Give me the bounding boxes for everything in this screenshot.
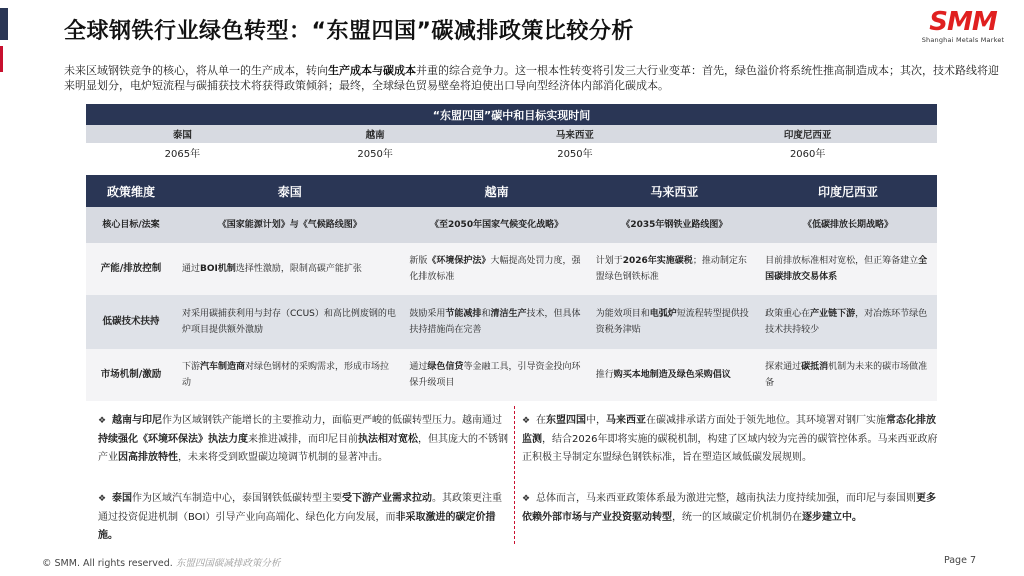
cell-tech-vietnam: 鼓励采用节能减排和清洁生产技术，但具体扶持措施尚在完善: [403, 295, 589, 349]
diamond-bullet-icon: ❖: [522, 494, 531, 504]
cell-capacity-indonesia: 目前排放标准相对宽松，但正筹备建立全国碳排放交易体系: [759, 243, 937, 295]
cell-core-indonesia: 《低碳排放长期战略》: [759, 207, 937, 243]
page-title: 全球钢铁行业绿色转型：“东盟四国”碳减排政策比较分析: [64, 19, 634, 44]
policy-comparison-table: [86, 175, 937, 401]
table-row: [86, 295, 937, 349]
footer-subtitle: 东盟四国碳减排政策分析: [175, 558, 281, 569]
title-accent-bar: [0, 8, 8, 40]
bullet-right-1: ❖ 在东盟四国中，马来西亚在碳减排承诺方面处于领先地位。其环境署对钢厂实施常态化排放监测，结合2026年即将实施的碳税机制，构建了区域内较为完善的碳管控体系。马来西亚政府正积极主导制定东盟绿色钢铁标准，旨在塑造区域低碳发展规则。: [522, 412, 940, 468]
target-year-malaysia: 2050年: [472, 143, 679, 162]
cell-core-vietnam: 《至2050年国家气候变化战略》: [403, 207, 589, 243]
row-label-market: 市场机制/激励: [86, 349, 176, 401]
intro-text-2: 并重的综合竞争力。这一根本性转变将引发三大行业变革：首先，绿色溢价将系统性推高制造成本；其次，技术路线将迎来明显划分，电炉短流程与碳捕获技术将获得政策倾斜；最终，全球绿色贸易壁垒将迫使出口导向型经济体内部消化碳成本。: [64, 64, 999, 92]
cell-tech-malaysia: 为能效项目和电弧炉短流程转型提供投资税务津贴: [590, 295, 759, 349]
cell-tech-indonesia: 政策重心在产业链下游，对冶炼环节绿色技术扶持较少: [759, 295, 937, 349]
target-country-vietnam: 越南: [279, 125, 472, 143]
intro-bold-1: 生产成本与碳成本: [328, 64, 416, 77]
col-header-indonesia: 印度尼西亚: [759, 175, 937, 207]
target-table-title: “东盟四国”碳中和目标实现时间: [86, 104, 937, 125]
intro-paragraph: [64, 63, 1008, 93]
row-label-core-goal: 核心目标/法案: [86, 207, 176, 243]
page-number: Page 7: [943, 555, 976, 566]
diamond-bullet-icon: ❖: [522, 416, 531, 426]
smm-logo: [918, 8, 1008, 50]
logo-mark: SMM: [929, 7, 997, 37]
table-row: [86, 243, 937, 295]
cell-capacity-thailand: 通过BOI机制选择性激励，限制高碳产能扩张: [176, 243, 403, 295]
cell-core-malaysia: 《2035年钢铁业路线图》: [590, 207, 759, 243]
cell-capacity-malaysia: 计划于2026年实施碳税；推动制定东盟绿色钢铁标准: [590, 243, 759, 295]
target-year-table: [86, 104, 937, 162]
bullet-left-1: ❖ 越南与印尼作为区域钢铁产能增长的主要推动力，面临更严峻的低碳转型压力。越南通过持续强化《环境环保法》执法力度来推进减排，而印尼目前执法相对宽松，但其庞大的不锈钢产业因高排放特性，未来将受到欧盟碳边境调节机制的显著冲击。: [98, 412, 510, 468]
target-year-thailand: 2065年: [86, 143, 279, 162]
target-year-vietnam: 2050年: [279, 143, 472, 162]
cell-capacity-vietnam: 新版《环境保护法》大幅提高处罚力度，强化排放标准: [403, 243, 589, 295]
intro-text-1: 未来区域钢铁竞争的核心，将从单一的生产成本，转向: [64, 64, 328, 77]
col-header-dimension: 政策维度: [86, 175, 176, 207]
intro-accent-bar: [0, 46, 3, 72]
table-row: [86, 349, 937, 401]
cell-tech-thailand: 对采用碳捕获利用与封存（CCUS）和高比例废钢的电炉项目提供额外激励: [176, 295, 403, 349]
copyright-text: © SMM. All rights reserved.: [42, 558, 173, 569]
cell-market-malaysia: 推行购买本地制造及绿色采购倡议: [590, 349, 759, 401]
target-country-indonesia: 印度尼西亚: [678, 125, 937, 143]
col-header-vietnam: 越南: [403, 175, 589, 207]
bullet-left-2: ❖ 泰国作为区域汽车制造中心，泰国钢铁低碳转型主要受下游产业需求拉动。其政策更注重通过投资促进机制（BOI）引导产业向高端化、绿色化方向发展，而非采取激进的碳定价措施。: [98, 490, 510, 546]
col-header-malaysia: 马来西亚: [590, 175, 759, 207]
target-country-thailand: 泰国: [86, 125, 279, 143]
cell-market-vietnam: 通过绿色信贷等金融工具，引导资金投向环保升级项目: [403, 349, 589, 401]
cell-market-indonesia: 探索通过碳抵消机制为未来的碳市场做准备: [759, 349, 937, 401]
bullet-right-2: ❖ 总体而言，马来西亚政策体系最为激进完整，越南执法力度持续加强，而印尼与泰国则更多依赖外部市场与产业投资驱动转型，统一的区域碳定价机制仍在逐步建立中。: [522, 490, 940, 527]
col-header-thailand: 泰国: [176, 175, 403, 207]
column-divider: [514, 406, 515, 544]
cell-market-thailand: 下游汽车制造商对绿色钢材的采购需求，形成市场拉动: [176, 349, 403, 401]
cell-core-thailand: 《国家能源计划》与《气候路线图》: [176, 207, 403, 243]
logo-subtitle: Shanghai Metals Market: [921, 36, 1005, 44]
table-row: [86, 207, 937, 243]
diamond-bullet-icon: ❖: [98, 416, 107, 426]
diamond-bullet-icon: ❖: [98, 494, 107, 504]
footer-copyright: [42, 555, 280, 569]
target-country-malaysia: 马来西亚: [472, 125, 679, 143]
row-label-capacity: 产能/排放控制: [86, 243, 176, 295]
target-year-indonesia: 2060年: [678, 143, 937, 162]
row-label-technology: 低碳技术扶持: [86, 295, 176, 349]
